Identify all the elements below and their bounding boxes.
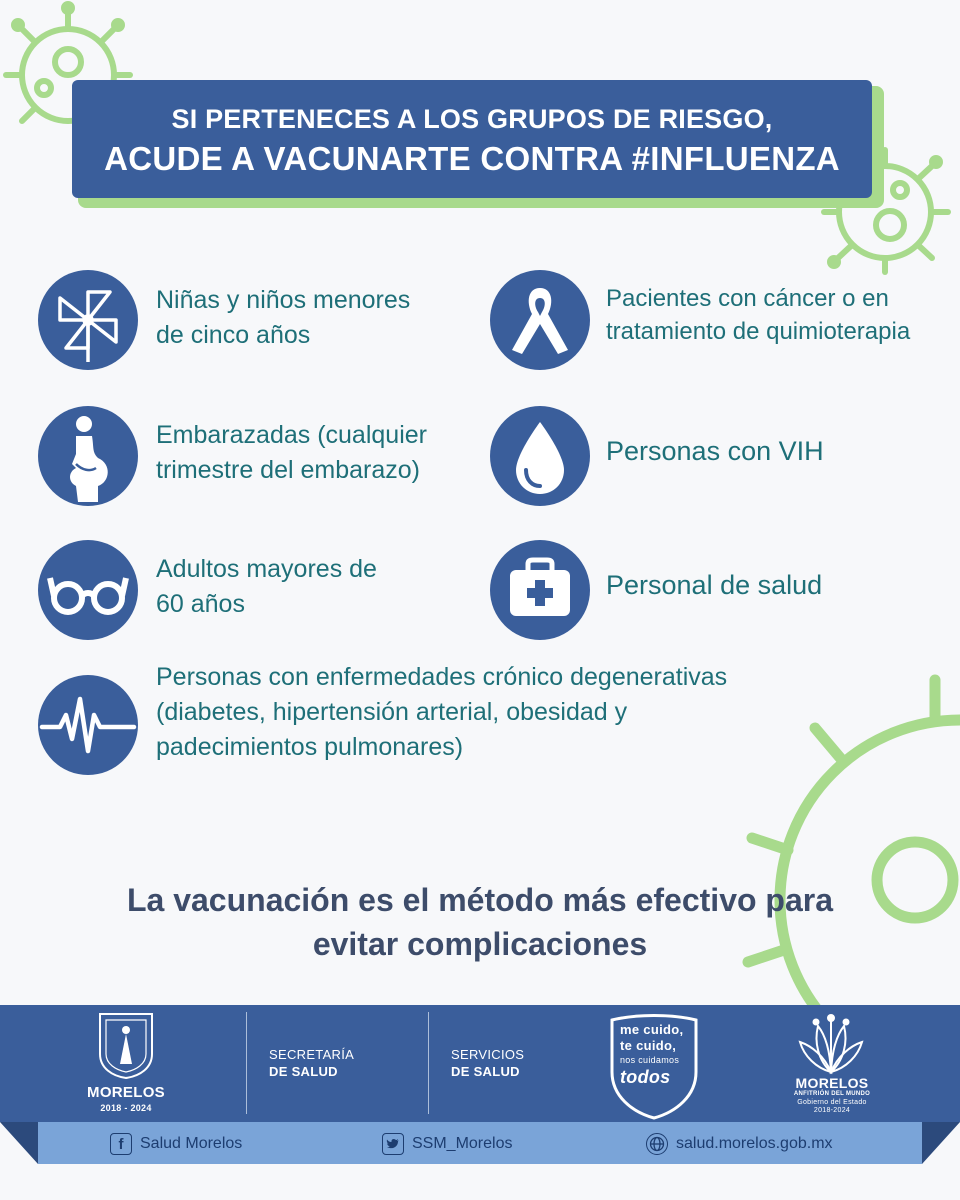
group-pregnant: Embarazadas (cualquier trimestre del embarazo)	[156, 421, 427, 484]
group-cancer: Pacientes con cáncer o en tratamiento de quimioterapia	[606, 285, 911, 345]
glasses-icon	[38, 540, 138, 640]
servicios-salud: SERVICIOS DE SALUD	[451, 1047, 525, 1079]
group-health-staff: Personal de salud	[606, 570, 823, 600]
closing-message: La vacunación es el método más efectivo para evitar complicaciones	[126, 882, 834, 962]
header-line-2: ACUDE A VACUNARTE CONTRA #INFLUENZA	[104, 140, 840, 177]
footer-fold-right	[922, 1122, 960, 1164]
morelos-label: MORELOS	[87, 1084, 165, 1101]
ribbon-icon	[490, 270, 590, 370]
pinwheel-icon	[38, 270, 138, 370]
globe-icon	[646, 1133, 668, 1155]
header-banner	[72, 80, 872, 198]
website-link[interactable]: salud.morelos.gob.mx	[646, 1131, 833, 1157]
footer-fold-left	[0, 1122, 38, 1164]
state-seal-logo	[96, 1010, 156, 1080]
gov-title: MORELOS	[795, 1075, 869, 1091]
morelos-gov-flower-logo	[796, 1012, 866, 1076]
twitter-icon	[382, 1133, 404, 1155]
morelos-years: 2018 - 2024	[100, 1103, 152, 1113]
footer-divider-2	[428, 1012, 429, 1114]
facebook-icon: f	[110, 1133, 132, 1155]
pregnant-woman-icon	[38, 406, 138, 506]
secretaria-salud: SECRETARÍA DE SALUD	[269, 1047, 355, 1079]
group-children: Niñas y niños menores de cinco años	[156, 286, 411, 349]
header-line-1: SI PERTENECES A LOS GRUPOS DE RIESGO,	[171, 104, 773, 134]
heartbeat-icon	[38, 675, 138, 775]
facebook-link[interactable]: f Salud Morelos	[110, 1131, 242, 1157]
slogan: me cuido, te cuido, nos cuidamos todos	[620, 1022, 684, 1087]
gov-subtitle: ANFITRIÓN DEL MUNDO	[793, 1091, 871, 1097]
gov-line-2: 2018-2024	[813, 1107, 851, 1114]
group-chronic: Personas con enfermedades crónico degenerativas (diabetes, hipertensión arterial, obesidad y padecimientos pulmonares)	[156, 663, 728, 761]
group-elderly: Adultos mayores de 60 años	[156, 555, 377, 618]
drop-icon	[490, 406, 590, 506]
gov-line-1: Gobierno del Estado	[797, 1099, 867, 1106]
footer-divider-1	[246, 1012, 247, 1114]
medical-kit-icon	[490, 540, 590, 640]
group-hiv: Personas con VIH	[606, 436, 824, 466]
twitter-link[interactable]: SSM_Morelos	[382, 1131, 512, 1157]
